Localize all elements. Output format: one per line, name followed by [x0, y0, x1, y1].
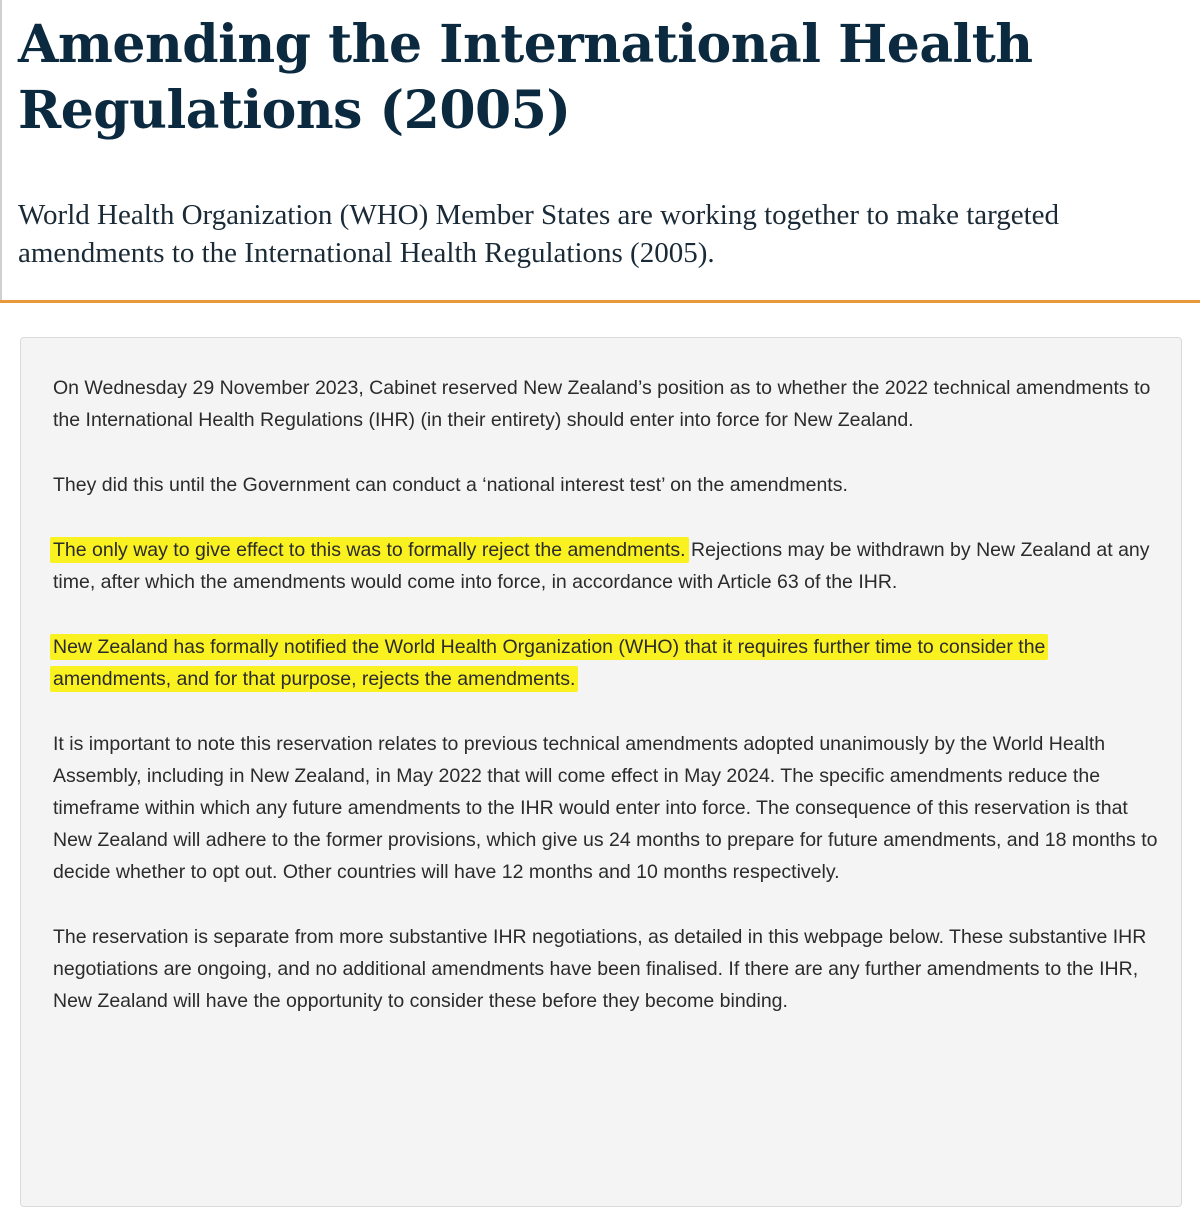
left-border-rule — [0, 0, 2, 300]
page-subtitle: World Health Organization (WHO) Member States are working together to make targeted amendments to the International Health Regulations (2005). — [18, 199, 1060, 269]
paragraph-text: Rejections may be withdrawn by New Zealand at any time, after which the amendments would come into force, in accordance with Article 63 of the IHR. — [53, 539, 1150, 593]
callout-body — [53, 372, 1158, 1050]
highlighted-text: The only way to give effect to this was to formally reject the amendments. — [50, 537, 689, 563]
paragraph-substantive-negotiations: The reservation is separate from more substantive IHR negotiations, as detailed in this webpage below. These substantive IHR negotiations are ongoing, and no additional amendments have been finalised. If there are any further amendments to the IHR, New Zealand will have the opportunity to consider these before they become binding. — [53, 926, 1147, 1012]
paragraph-cabinet-reservation: On Wednesday 29 November 2023, Cabinet reserved New Zealand’s position as to whether the 2022 technical amendments to the International Health Regulations (IHR) (in their entirety) should enter into force for New Zealand. — [53, 377, 1151, 431]
paragraph-formal-rejection — [53, 534, 1158, 598]
paragraph-who-notification — [53, 631, 1158, 695]
notice-callout-box — [20, 337, 1182, 1207]
paragraph-national-interest-test: They did this until the Government can conduct a ‘national interest test’ on the amendments. — [53, 474, 848, 496]
page-header — [18, 0, 1188, 272]
paragraph-technical-amendments: It is important to note this reservation relates to previous technical amendments adopted unanimously by the World Health Assembly, including in New Zealand, in May 2022 that will come effect in May 2024. The specific amendments reduce the timeframe within which any future amendments to the IHR would enter into force. The consequence of this reservation is that New Zealand will adhere to the former provisions, which give us 24 months to prepare for future amendments, and 18 months to decide whether to opt out. Other countries will have 12 months and 10 months respectively. — [53, 733, 1158, 883]
page-title: Amending the International Health Regulations (2005) — [18, 14, 1033, 141]
highlighted-text: New Zealand has formally notified the World Health Organization (WHO) that it requires further time to consider the amendments, and for that purpose, rejects the amendments. — [50, 634, 1048, 692]
header-divider — [0, 300, 1200, 303]
